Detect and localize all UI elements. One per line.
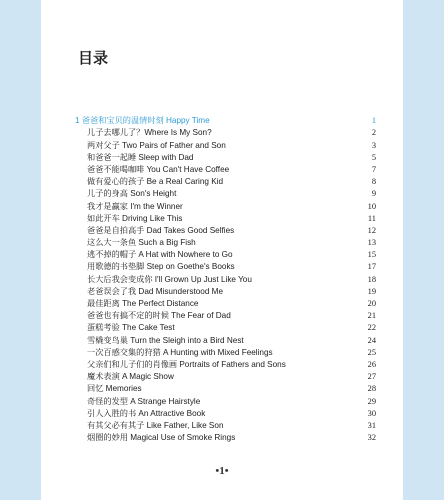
toc-chapter-entry [75, 115, 376, 127]
toc-entry-page: 9 [371, 189, 376, 199]
toc-entry-title: 儿子去哪儿了？Where Is My Son? [87, 128, 212, 138]
toc-entry-page: 27 [367, 372, 376, 382]
toc-entry-title: 逃不掉的帽子 A Hat with Nowhere to Go [87, 250, 233, 260]
toc-entry [75, 310, 376, 322]
document-page [41, 0, 403, 500]
toc-entry-page: 25 [367, 347, 376, 357]
toc-entry-title: 父亲们和儿子们的肖像画 Portraits of Fathers and Sons [87, 359, 286, 369]
toc-entry [75, 249, 376, 261]
toc-entry-page: 11 [367, 213, 376, 223]
toc-entry-title: 老爸误会了我 Dad Misunderstood Me [87, 286, 224, 296]
toc-entry [75, 140, 376, 152]
toc-entry-title: 长大后我会变成你 I'll Grown Up Just Like You [87, 274, 252, 284]
toc-entry-title: 有其父必有其子 Like Father, Like Son [87, 420, 224, 430]
toc-entry-title: 爸爸是自拍高手 Dad Takes Good Selfies [87, 225, 235, 235]
toc-entry-page: 17 [367, 262, 376, 272]
toc-entry [75, 322, 376, 334]
toc-entry [75, 298, 376, 310]
toc-entry-page: 28 [367, 384, 376, 394]
page-title: 目录 [78, 49, 109, 67]
toc-entry-title: 爸爸也有搞不定的时候 The Fear of Dad [87, 311, 231, 321]
toc-entry [75, 213, 376, 225]
toc-entry-page: 3 [371, 140, 376, 150]
toc-entry-title: 做有爱心的孩子 Be a Real Caring Kid [87, 177, 224, 187]
toc-entry-title: 奇怪的发型 A Strange Hairstyle [87, 396, 201, 406]
toc-entry-page: 15 [367, 250, 376, 260]
toc-entry-title: 这么大一条鱼 Such a Big Fish [87, 238, 196, 248]
toc-entry-title: 蛋糕考验 The Cake Test [87, 323, 175, 333]
toc-entry-title: 一次百感交集的狩猎 A Hunting with Mixed Feelings [87, 347, 273, 357]
toc-entry [75, 274, 376, 286]
toc-entry [75, 164, 376, 176]
toc-entry-page: 10 [367, 201, 376, 211]
toc-entry-page: 31 [367, 420, 376, 430]
toc-entry-page: 19 [367, 286, 376, 296]
toc-entry-title: 和爸爸一起睡 Sleep with Dad [87, 152, 194, 162]
toc-entry-page: 7 [371, 164, 376, 174]
toc-entry [75, 383, 376, 395]
toc-entry [75, 396, 376, 408]
toc-entry-page: 21 [367, 311, 376, 321]
toc-entry [75, 261, 376, 273]
toc-entry [75, 201, 376, 213]
toc-entry-title: 魔术表演 A Magic Show [87, 372, 174, 382]
toc-entry-title: 儿子的身高 Son's Height [87, 189, 177, 199]
toc-entry-page: 2 [371, 128, 376, 138]
toc-entry-title: 两对父子 Two Pairs of Father and Son [87, 140, 226, 150]
toc-entry [75, 359, 376, 371]
toc-entry [75, 408, 376, 420]
toc-entry-title: 回忆 Memories [87, 384, 142, 394]
toc-entry-page: 22 [367, 323, 376, 333]
toc-entry [75, 286, 376, 298]
toc-entry-page: 5 [371, 152, 376, 162]
toc-entry-title: 如此开车 Driving Like This [87, 213, 183, 223]
toc-entry-page: 24 [367, 335, 376, 345]
toc-entry-title: 我才是赢家 I'm the Winner [87, 201, 183, 211]
toc-entry-title: 爸爸不能喝咖啡 You Can't Have Coffee [87, 164, 230, 174]
toc-entry [75, 176, 376, 188]
toc-entry [75, 152, 376, 164]
toc-entry-page: 12 [367, 225, 376, 235]
toc-entry-page: 1 [371, 116, 376, 125]
toc-entry-page: 26 [367, 359, 376, 369]
toc-entry [75, 432, 376, 444]
table-of-contents [75, 115, 376, 444]
toc-entry [75, 371, 376, 383]
toc-entry-title: 1 爸爸和宝贝的温情时刻 Happy Time [75, 116, 210, 125]
toc-entry-title: 最佳距离 The Perfect Distance [87, 299, 199, 309]
toc-entry [75, 188, 376, 200]
toc-entry [75, 347, 376, 359]
toc-entry [75, 225, 376, 237]
toc-entry-page: 30 [367, 408, 376, 418]
toc-entry-title: 烟圈的妙用 Magical Use of Smoke Rings [87, 433, 236, 443]
toc-entry-page: 20 [367, 299, 376, 309]
toc-entry-page: 18 [367, 274, 376, 284]
toc-entry [75, 237, 376, 249]
toc-entry-title: 用歌德的书垫脚 Step on Goethe's Books [87, 262, 235, 272]
toc-entry-page: 13 [367, 238, 376, 248]
page-number-footer: •1• [215, 465, 229, 477]
toc-entry-page: 32 [367, 433, 376, 443]
toc-entry-page: 29 [367, 396, 376, 406]
toc-entry-page: 8 [371, 177, 376, 187]
toc-entry-title: 雪橇变鸟巢 Turn the Sleigh into a Bird Nest [87, 335, 244, 345]
toc-entry [75, 127, 376, 139]
toc-entry [75, 420, 376, 432]
toc-entry [75, 335, 376, 347]
toc-entry-title: 引人入胜的书 An Attractive Book [87, 408, 206, 418]
